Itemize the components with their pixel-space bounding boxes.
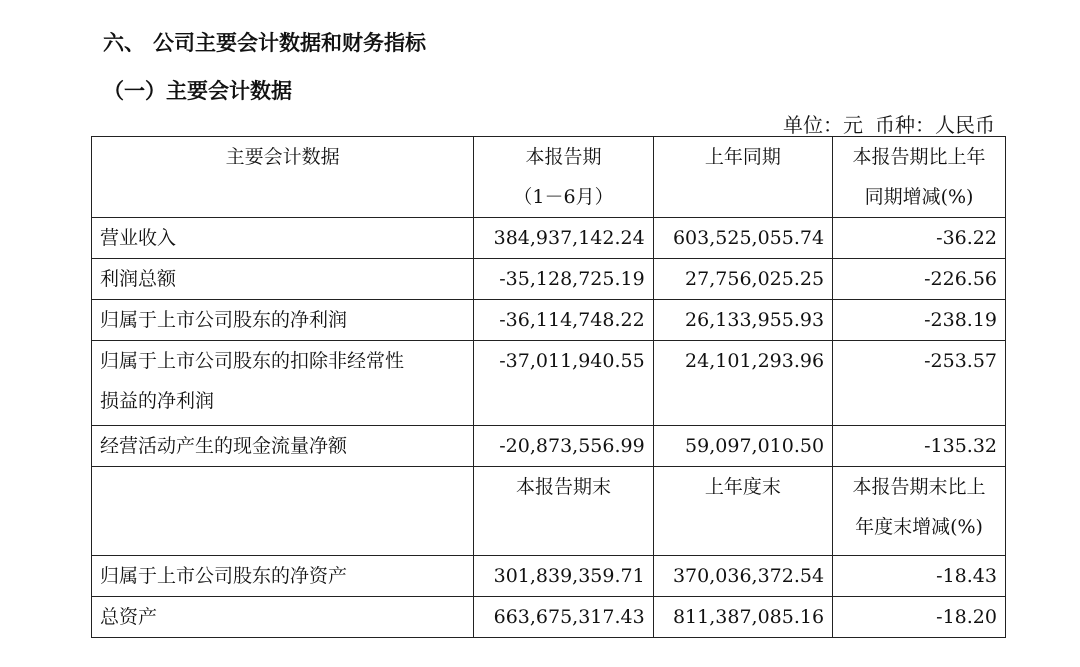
header-cell xyxy=(92,467,474,556)
row-label: 利润总额 xyxy=(92,259,474,300)
row-label-line: 归属于上市公司股东的扣除非经常性 xyxy=(100,350,405,372)
table-row xyxy=(92,259,1006,300)
change-value: -36.22 xyxy=(833,218,1006,259)
section-heading xyxy=(103,27,426,57)
change-value: -253.57 xyxy=(833,341,1006,426)
header-cell xyxy=(833,137,1006,218)
table-row xyxy=(92,300,1006,341)
row-label: 总资产 xyxy=(92,597,474,638)
prior-value: 811,387,085.16 xyxy=(653,597,832,638)
unit-label: 单位：元 xyxy=(783,113,863,137)
row-label: 归属于上市公司股东的净资产 xyxy=(92,556,474,597)
row-label: 经营活动产生的现金流量净额 xyxy=(92,426,474,467)
header-line: 同期增减(%) xyxy=(864,186,974,208)
header-cell xyxy=(833,467,1006,556)
header-line: （1－6月） xyxy=(513,186,614,208)
row-label-line: 损益的净利润 xyxy=(100,390,215,412)
header-cell: 本报告期末 xyxy=(474,467,653,556)
current-value: -36,114,748.22 xyxy=(474,300,653,341)
prior-value: 59,097,010.50 xyxy=(653,426,832,467)
header-line: 本报告期 xyxy=(525,146,602,168)
header-line: 本报告期末比上 xyxy=(852,476,986,498)
table-row xyxy=(92,341,1006,426)
table-row xyxy=(92,597,1006,638)
prior-value: 370,036,372.54 xyxy=(653,556,832,597)
change-value: -238.19 xyxy=(833,300,1006,341)
current-value: -20,873,556.99 xyxy=(474,426,653,467)
current-value: 384,937,142.24 xyxy=(474,218,653,259)
table-row xyxy=(92,556,1006,597)
current-value: -37,011,940.55 xyxy=(474,341,653,426)
current-value: -35,128,725.19 xyxy=(474,259,653,300)
prior-value: 24,101,293.96 xyxy=(653,341,832,426)
header-cell: 主要会计数据 xyxy=(92,137,474,218)
table-row xyxy=(92,218,1006,259)
accounting-data-table xyxy=(91,136,1006,638)
change-value: -18.20 xyxy=(833,597,1006,638)
table-header-row xyxy=(92,137,1006,218)
current-value: 663,675,317.43 xyxy=(474,597,653,638)
row-label xyxy=(92,341,474,426)
header-cell: 上年同期 xyxy=(653,137,832,218)
section-title: 公司主要会计数据和财务指标 xyxy=(153,31,426,55)
change-value: -135.32 xyxy=(833,426,1006,467)
header-line: 年度末增减(%) xyxy=(855,516,983,538)
prior-value: 27,756,025.25 xyxy=(653,259,832,300)
subsection-heading: （一）主要会计数据 xyxy=(103,79,292,103)
row-label: 归属于上市公司股东的净利润 xyxy=(92,300,474,341)
header-line: 本报告期比上年 xyxy=(852,146,986,168)
unit-line xyxy=(783,109,995,138)
prior-value: 26,133,955.93 xyxy=(653,300,832,341)
change-value: -226.56 xyxy=(833,259,1006,300)
change-value: -18.43 xyxy=(833,556,1006,597)
currency-label: 币种：人民币 xyxy=(875,113,995,137)
header-cell xyxy=(474,137,653,218)
current-value: 301,839,359.71 xyxy=(474,556,653,597)
row-label: 营业收入 xyxy=(92,218,474,259)
table-header-row xyxy=(92,467,1006,556)
header-cell: 上年度末 xyxy=(653,467,832,556)
prior-value: 603,525,055.74 xyxy=(653,218,832,259)
section-number: 六、 xyxy=(103,31,145,55)
table-row xyxy=(92,426,1006,467)
